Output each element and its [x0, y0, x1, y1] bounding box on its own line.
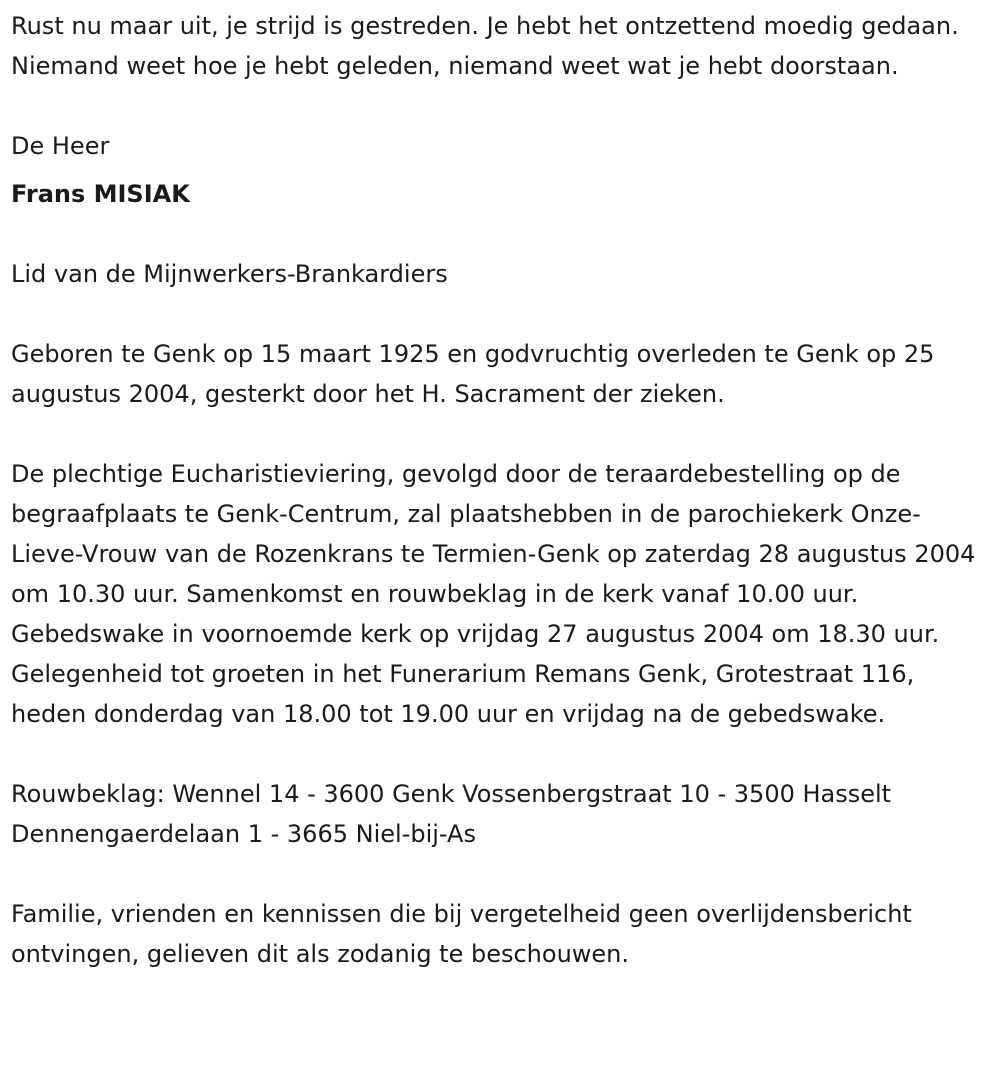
- membership-line: Lid van de Mijnwerkers-Brankardiers: [11, 260, 448, 288]
- spacer: [11, 294, 991, 334]
- notice-paragraph: Familie, vrienden en kennissen die bij vergetelheid geen overlijdensbericht ontvingen, gelieven dit als zodanig te beschouwen.: [11, 900, 912, 968]
- spacer: [11, 854, 991, 894]
- spacer: [11, 414, 991, 454]
- birth-death-paragraph: Geboren te Genk op 15 maart 1925 en godvruchtig overleden te Genk op 25 augustus 2004, gesterkt door het H. Sacrament der zieken.: [11, 340, 935, 408]
- condolences-paragraph: Rouwbeklag: Wennel 14 - 3600 Genk Vossenbergstraat 10 - 3500 Hasselt Dennengaerdelaan 1 - 3665 Niel-bij-As: [11, 780, 892, 848]
- memorial-quote: Rust nu maar uit, je strijd is gestreden. Je hebt het ontzettend moedig gedaan. Niemand weet hoe je hebt geleden, niemand weet wat je hebt doorstaan.: [11, 12, 959, 80]
- spacer: [11, 734, 991, 774]
- spacer: [11, 214, 991, 254]
- spacer: [11, 86, 991, 126]
- obituary-notice: [11, 6, 991, 974]
- ceremony-paragraph: De plechtige Eucharistieviering, gevolgd door de teraardebestelling op de begraafplaats te Genk-Centrum, zal plaatshebben in de parochiekerk Onze-Lieve-Vrouw van de Rozenkrans te Termien-Genk op zaterdag 28 augustus 2004 om 10.30 uur. Samenkomst en rouwbeklag in de kerk vanaf 10.00 uur. Gebedswake in voornoemde kerk op vrijdag 27 augustus 2004 om 18.30 uur. Gelegenheid tot groeten in het Funerarium Remans Genk, Grotestraat 116, heden donderdag van 18.00 tot 19.00 uur en vrijdag na de gebedswake.: [11, 460, 976, 728]
- honorific: De Heer: [11, 132, 110, 160]
- deceased-name: Frans MISIAK: [11, 180, 190, 208]
